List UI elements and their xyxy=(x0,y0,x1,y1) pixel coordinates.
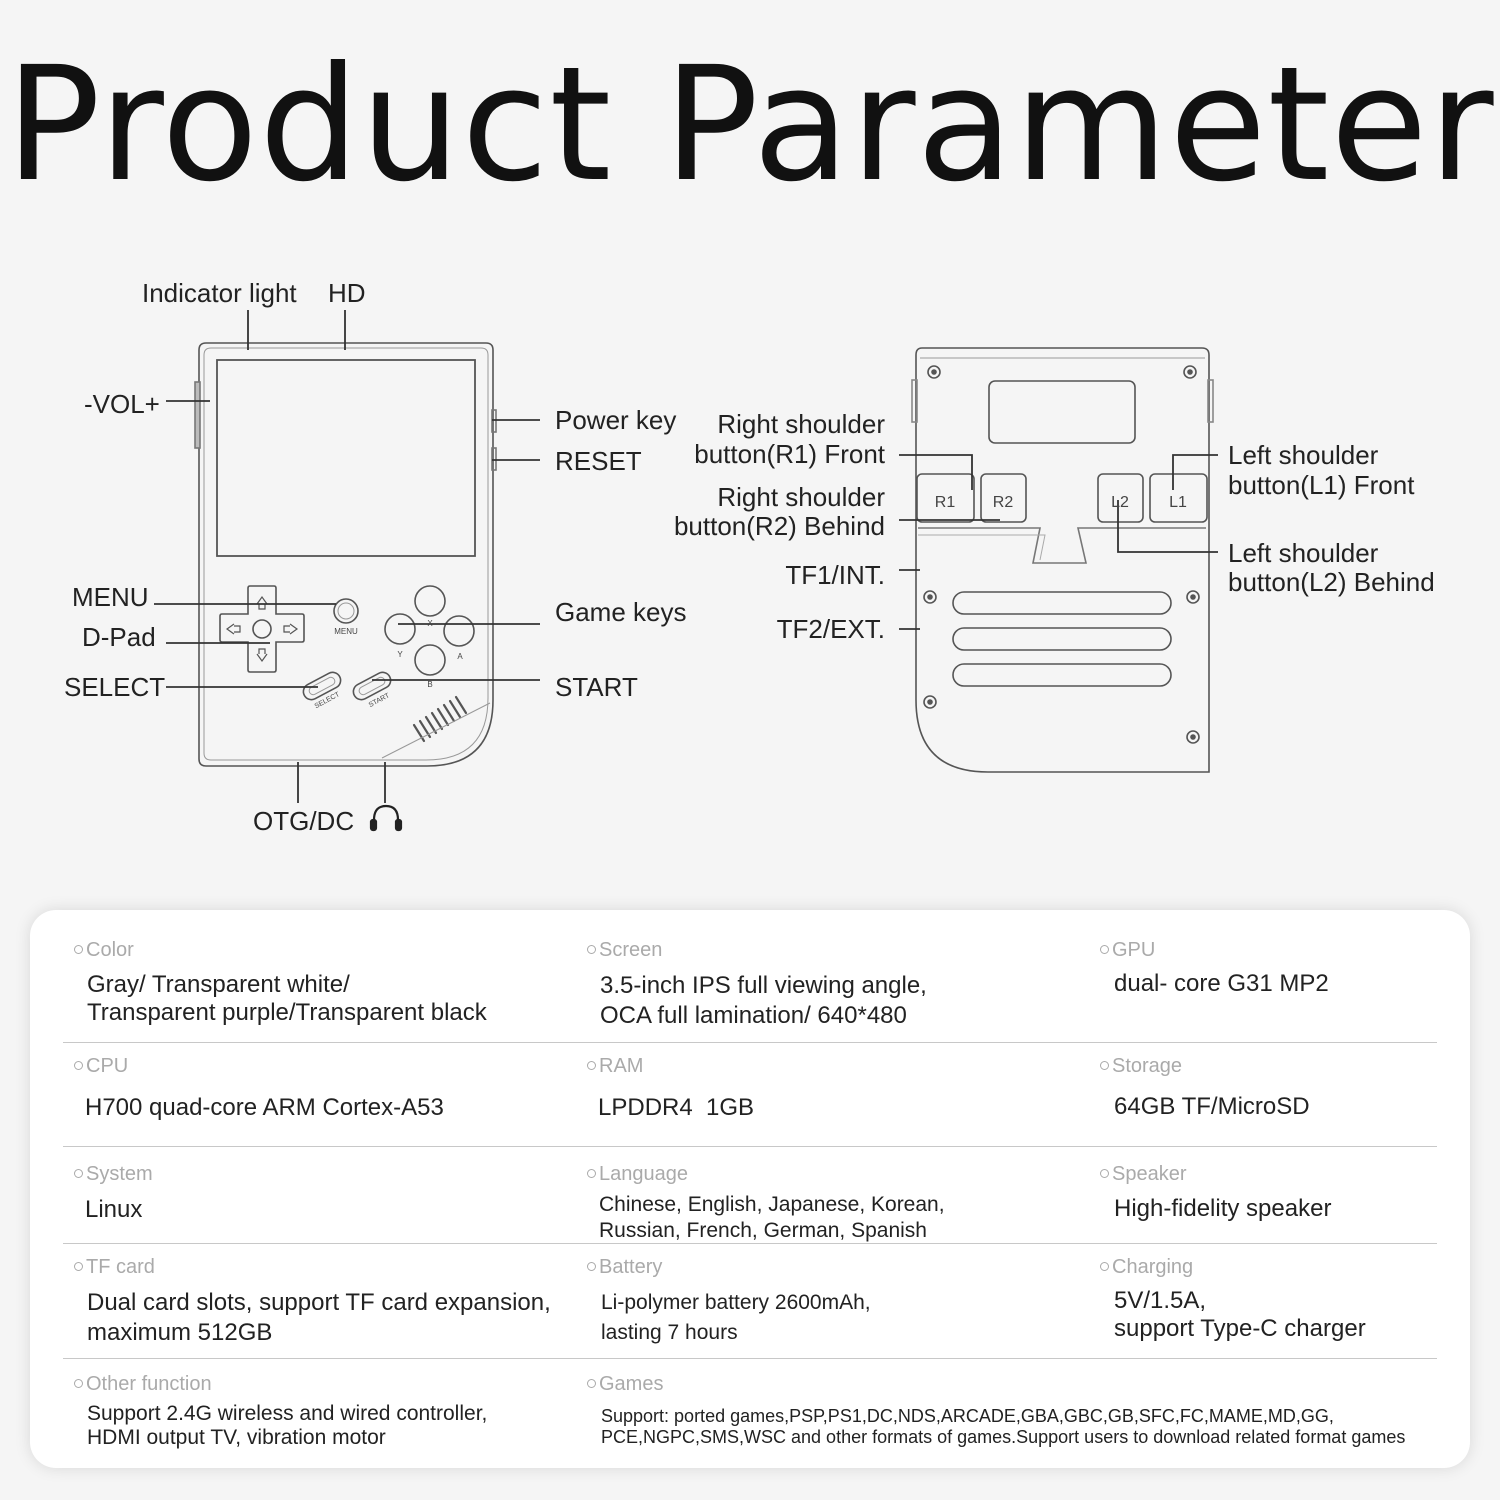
label-tf2: TF2/EXT. xyxy=(776,614,885,644)
back-device xyxy=(912,348,1213,772)
label-r1-line2: button(R1) Front xyxy=(694,439,885,469)
device-print-l2: L2 xyxy=(1111,494,1129,511)
label-game-keys: Game keys xyxy=(555,597,687,627)
row-divider xyxy=(63,1358,1437,1359)
spec-value-system: Linux xyxy=(85,1196,143,1223)
spec-value-charging: 5V/1.5A, support Type-C charger xyxy=(1114,1287,1366,1342)
front-device xyxy=(195,343,496,766)
spec-label-speaker: Speaker xyxy=(1100,1163,1187,1185)
device-print-b: B xyxy=(427,680,433,689)
label-menu: MENU xyxy=(72,582,149,612)
spec-value-screen: 3.5-inch IPS full viewing angle, OCA full lamination/ 640*480 xyxy=(600,972,927,1029)
label-hd: HD xyxy=(328,278,366,308)
row-divider xyxy=(63,1146,1437,1147)
label-reset: RESET xyxy=(555,446,642,476)
spec-value-ram: LPDDR4 1GB xyxy=(598,1094,755,1121)
label-vol: -VOL+ xyxy=(84,389,160,419)
spec-value-battery: Li-polymer battery 2600mAh, lasting 7 hours xyxy=(601,1291,871,1344)
label-select: SELECT xyxy=(64,672,166,702)
device-print-y: Y xyxy=(397,650,403,659)
spec-value-color: Gray/ Transparent white/ Transparent purple/Transparent black xyxy=(87,971,487,1026)
label-dpad: D-Pad xyxy=(82,622,156,652)
label-r2-line1: Right shoulder xyxy=(717,482,885,512)
device-print-menu: MENU xyxy=(334,627,358,636)
row-divider xyxy=(63,1243,1437,1244)
label-l1-line2: button(L1) Front xyxy=(1228,470,1415,500)
spec-value-storage: 64GB TF/MicroSD xyxy=(1114,1093,1310,1120)
spec-label-ram: RAM xyxy=(587,1055,643,1077)
spec-label-games: Games xyxy=(587,1373,663,1395)
device-print-r1: R1 xyxy=(934,494,956,511)
spec-label-other-function: Other function xyxy=(74,1373,212,1395)
spec-value-speaker: High-fidelity speaker xyxy=(1114,1195,1332,1222)
headphone-icon xyxy=(371,806,401,830)
label-r1-line1: Right shoulder xyxy=(717,409,885,439)
device-print-l1: L1 xyxy=(1169,494,1187,511)
label-otg-dc: OTG/DC xyxy=(253,806,355,836)
spec-value-tf-card: Dual card slots, support TF card expansion, maximum 512GB xyxy=(87,1289,551,1346)
label-l2-line2: button(L2) Behind xyxy=(1228,567,1435,597)
spec-value-cpu: H700 quad-core ARM Cortex-A53 xyxy=(85,1094,444,1121)
device-print-select: SELECT xyxy=(313,691,341,711)
label-l1-line1: Left shoulder xyxy=(1228,440,1379,470)
label-indicator-light: Indicator light xyxy=(142,278,297,308)
back-leader-lines xyxy=(899,455,1218,629)
spec-label-screen: Screen xyxy=(587,939,662,961)
device-print-a: A xyxy=(457,652,463,661)
label-tf1: TF1/INT. xyxy=(785,560,885,590)
label-power-key: Power key xyxy=(555,405,677,435)
spec-value-language: Chinese, English, Japanese, Korean, Russian, French, German, Spanish xyxy=(599,1193,945,1242)
row-divider xyxy=(63,1042,1437,1043)
spec-label-storage: Storage xyxy=(1100,1055,1182,1077)
spec-value-other-function: Support 2.4G wireless and wired controller, HDMI output TV, vibration motor xyxy=(87,1402,488,1449)
label-l2-line1: Left shoulder xyxy=(1228,538,1379,568)
spec-value-games: Support: ported games,PSP,PS1,DC,NDS,ARCADE,GBA,GBC,GB,SFC,FC,MAME,MD,GG, PCE,NGPC,SMS,WSC and other formats of games.Support users to download related format games xyxy=(601,1406,1406,1447)
spec-label-charging: Charging xyxy=(1100,1256,1193,1278)
page-title: Product Parameter xyxy=(5,33,1495,217)
spec-value-gpu: dual- core G31 MP2 xyxy=(1114,970,1329,997)
device-print-x: X xyxy=(427,619,433,628)
label-r2-line2: button(R2) Behind xyxy=(673,511,885,541)
spec-label-cpu: CPU xyxy=(74,1055,128,1077)
spec-label-tf-card: TF card xyxy=(74,1256,155,1278)
device-print-r2: R2 xyxy=(992,494,1014,511)
spec-label-gpu: GPU xyxy=(1100,939,1155,961)
label-start: START xyxy=(555,672,638,702)
spec-label-battery: Battery xyxy=(587,1256,662,1278)
spec-label-color: Color xyxy=(74,939,134,961)
device-print-start: START xyxy=(367,692,391,710)
spec-label-system: System xyxy=(74,1163,153,1185)
spec-label-language: Language xyxy=(587,1163,688,1185)
